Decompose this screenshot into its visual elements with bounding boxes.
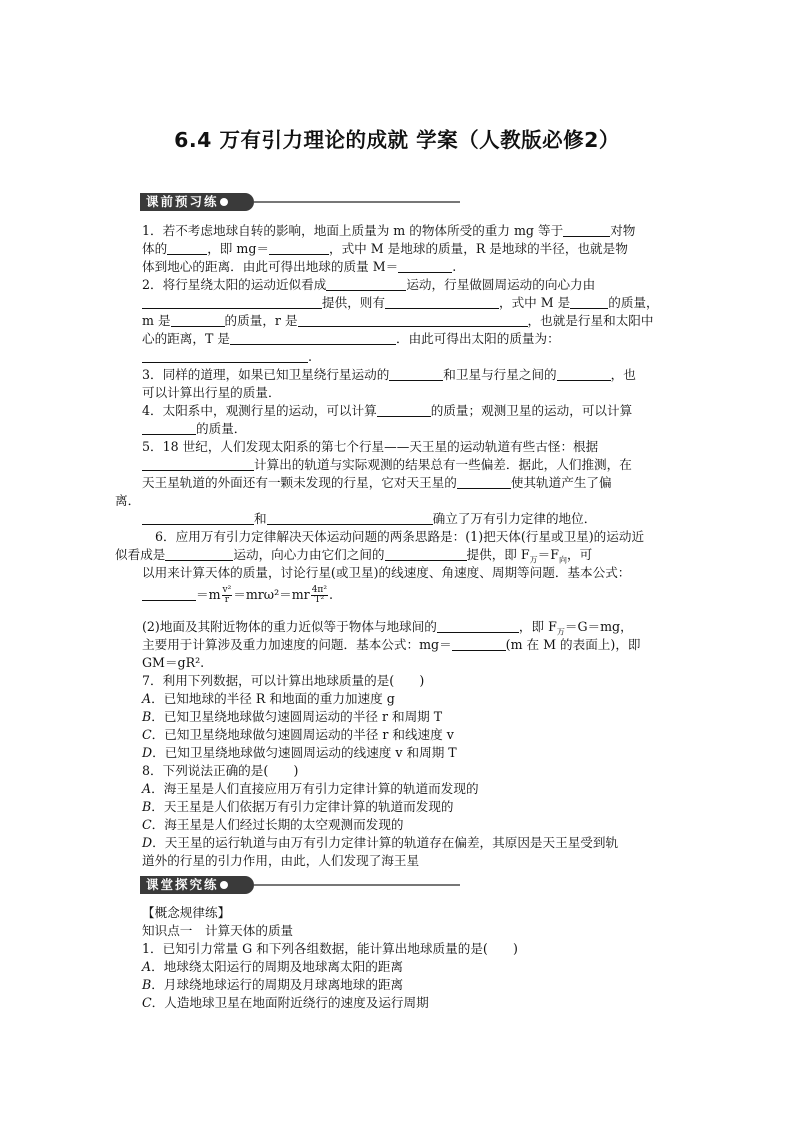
question-1-line3: 体到地心的距离．由此可得出地球的质量 M＝ . (142, 259, 457, 274)
blank (142, 350, 308, 363)
question-6-line6: 主要用于计算涉及重力加速度的问题．基本公式：mg＝ (m 在 M 的表面上)，即 (142, 637, 641, 652)
question-8-option-a: A．海王星是人们直接应用万有引力定律计算的轨道而发现的 (142, 781, 479, 796)
question-8-stem: 8．下列说法正确的是( ) (142, 763, 299, 778)
question-7-option-d: D．已知卫星绕地球做匀速圆周运动的线速度 v 和周期 T (142, 745, 457, 760)
blank (385, 296, 499, 309)
question-6-line3: 以用来计算天体的质量，讨论行星(或卫星)的线速度、角速度、周期等问题．基本公式： (142, 565, 631, 580)
question-7-stem: 7．利用下列数据，可以计算出地球质量的是( ) (142, 673, 425, 688)
blank (167, 242, 207, 255)
question-1-line1: 1．若不考虑地球自转的影响，地面上质量为 m 的物体所受的重力 mg 等于 对物 (142, 223, 636, 238)
question-2-line3: m 是 的质量，r 是 ，也就是行星和太阳中 (142, 313, 654, 328)
question-2-line1: 2．将行星绕太阳的运动近似看成 运动，行星做圆周运动的向心力由 (142, 277, 596, 292)
blank (142, 512, 254, 525)
blank (171, 314, 225, 327)
question-2-line5: . (142, 348, 312, 365)
divider (254, 884, 460, 886)
question-4-line1: 4．太阳系中，观测行星的运动，可以计算 的质量；观测卫星的运动，可以计算 (142, 403, 633, 418)
blank (165, 548, 233, 561)
blank (267, 512, 433, 525)
blank (385, 548, 467, 561)
question-8-option-d: D．天王星的运行轨道与由万有引力定律计算的轨道存在偏差，其原因是天王星受到轨 (142, 835, 619, 850)
blank (570, 296, 608, 309)
question-6-line2: 似看成是 运动，向心力由它们之间的 提供，即 $F_万=F_向$，可 (115, 547, 593, 565)
dot-icon (220, 881, 228, 889)
section-banner-classroom (140, 876, 460, 894)
question-5-line4: 离． (115, 493, 141, 508)
question-4-line2: 的质量． (142, 420, 246, 437)
question-2-line4: 心的距离，T 是 ．由此可得出太阳的质量为： (142, 331, 560, 346)
question-8-option-d-cont: 道外的行星的引力作用，由此，人们发现了海王星 (142, 853, 420, 868)
question-3-line2: 可以计算出行星的质量． (142, 385, 281, 400)
dot-icon (220, 198, 228, 206)
blank (437, 620, 519, 633)
question-7-option-a: A．已知地球的半径 R 和地面的重力加速度 g (142, 691, 395, 706)
banner-label: 课前预习练 (146, 194, 219, 209)
blank (142, 422, 196, 435)
practice-1-option-a: A．地球绕太阳运行的周期及地球离太阳的距离 (142, 959, 403, 974)
question-8-option-c: C．海王星是人们经过长期的太空观测而发现的 (142, 817, 404, 832)
blank (557, 368, 611, 381)
question-8-option-b: B．天王星是人们依据万有引力定律计算的轨道而发现的 (142, 799, 454, 814)
question-6-line5: (2)地面及其附近物体的重力近似等于物体与地球间的 ，即 $F_万=G=mg$， (142, 619, 633, 637)
blank (142, 588, 196, 601)
blank (389, 368, 443, 381)
question-7-option-c: C．已知卫星绕地球做匀速圆周运动的半径 r 和线速度 v (142, 727, 454, 742)
question-2-line2: 提供，则有 ，式中 M 是 的质量， (142, 294, 659, 311)
blank (298, 314, 528, 327)
banner-label: 课堂探究练 (146, 877, 219, 892)
blank (452, 638, 506, 651)
page-title: 6.4 万有引力理论的成就 学案（人教版必修2） (174, 128, 620, 152)
knowledge-point: 知识点一 计算天体的质量 (142, 923, 294, 938)
blank (563, 224, 610, 237)
section-banner-preview (140, 193, 460, 211)
blank (142, 296, 322, 309)
question-1-line2: 体的 ，即 mg＝ ，式中 M 是地球的质量，R 是地球的半径，也就是物 (142, 241, 628, 256)
blank (269, 242, 329, 255)
question-6-formula: ＝m $\frac{\text{v²}}{r}$ ＝mrω²＝mr $\frac{\text{4π²}}{\text{T²}}$ . (142, 586, 333, 605)
question-3-line1: 3．同样的道理，如果已知卫星绕行星运动的 和卫星与行星之间的 ，也 (142, 367, 636, 382)
divider (254, 201, 460, 203)
practice-1-stem: 1．已知引力常量 G 和下列各组数据，能计算出地球质量的是( ) (142, 941, 518, 956)
fraction: $\frac{\text{v²}}{r}$ (222, 585, 232, 605)
fraction: $\frac{\text{4π²}}{\text{T²}}$ (311, 585, 327, 605)
blank (377, 404, 431, 417)
blank (457, 476, 511, 489)
practice-1-option-b: B．月球绕地球运行的周期及月球离地球的距离 (142, 977, 404, 992)
question-7-option-b: B．已知卫星绕地球做匀速圆周运动的半径 r 和周期 T (142, 709, 443, 724)
blank (398, 260, 452, 273)
question-6-line1: 6．应用万有引力定律解决天体运动问题的两条思路是：(1)把天体(行星或卫星)的运动近 (155, 529, 645, 544)
question-5-line5: 和 确立了万有引力定律的地位． (142, 510, 596, 527)
question-5-line1: 5．18 世纪，人们发现太阳系的第七个行星——天王星的运动轨道有些古怪：根据 (142, 439, 599, 454)
blank (326, 278, 406, 291)
question-5-line2: 计算出的轨道与实际观测的结果总有一些偏差．据此，人们推测，在 (142, 456, 632, 473)
section-heading: 【概念规律练】 (142, 905, 231, 920)
blank (142, 458, 254, 471)
question-5-line3: 天王星轨道的外面还有一颗未发现的行星，它对天王星的 使其轨道产生了偏 (142, 475, 612, 490)
blank (230, 332, 396, 345)
question-6-line7: GM＝gR². (142, 655, 205, 670)
practice-1-option-c: C．人造地球卫星在地面附近绕行的速度及运行周期 (142, 995, 429, 1010)
